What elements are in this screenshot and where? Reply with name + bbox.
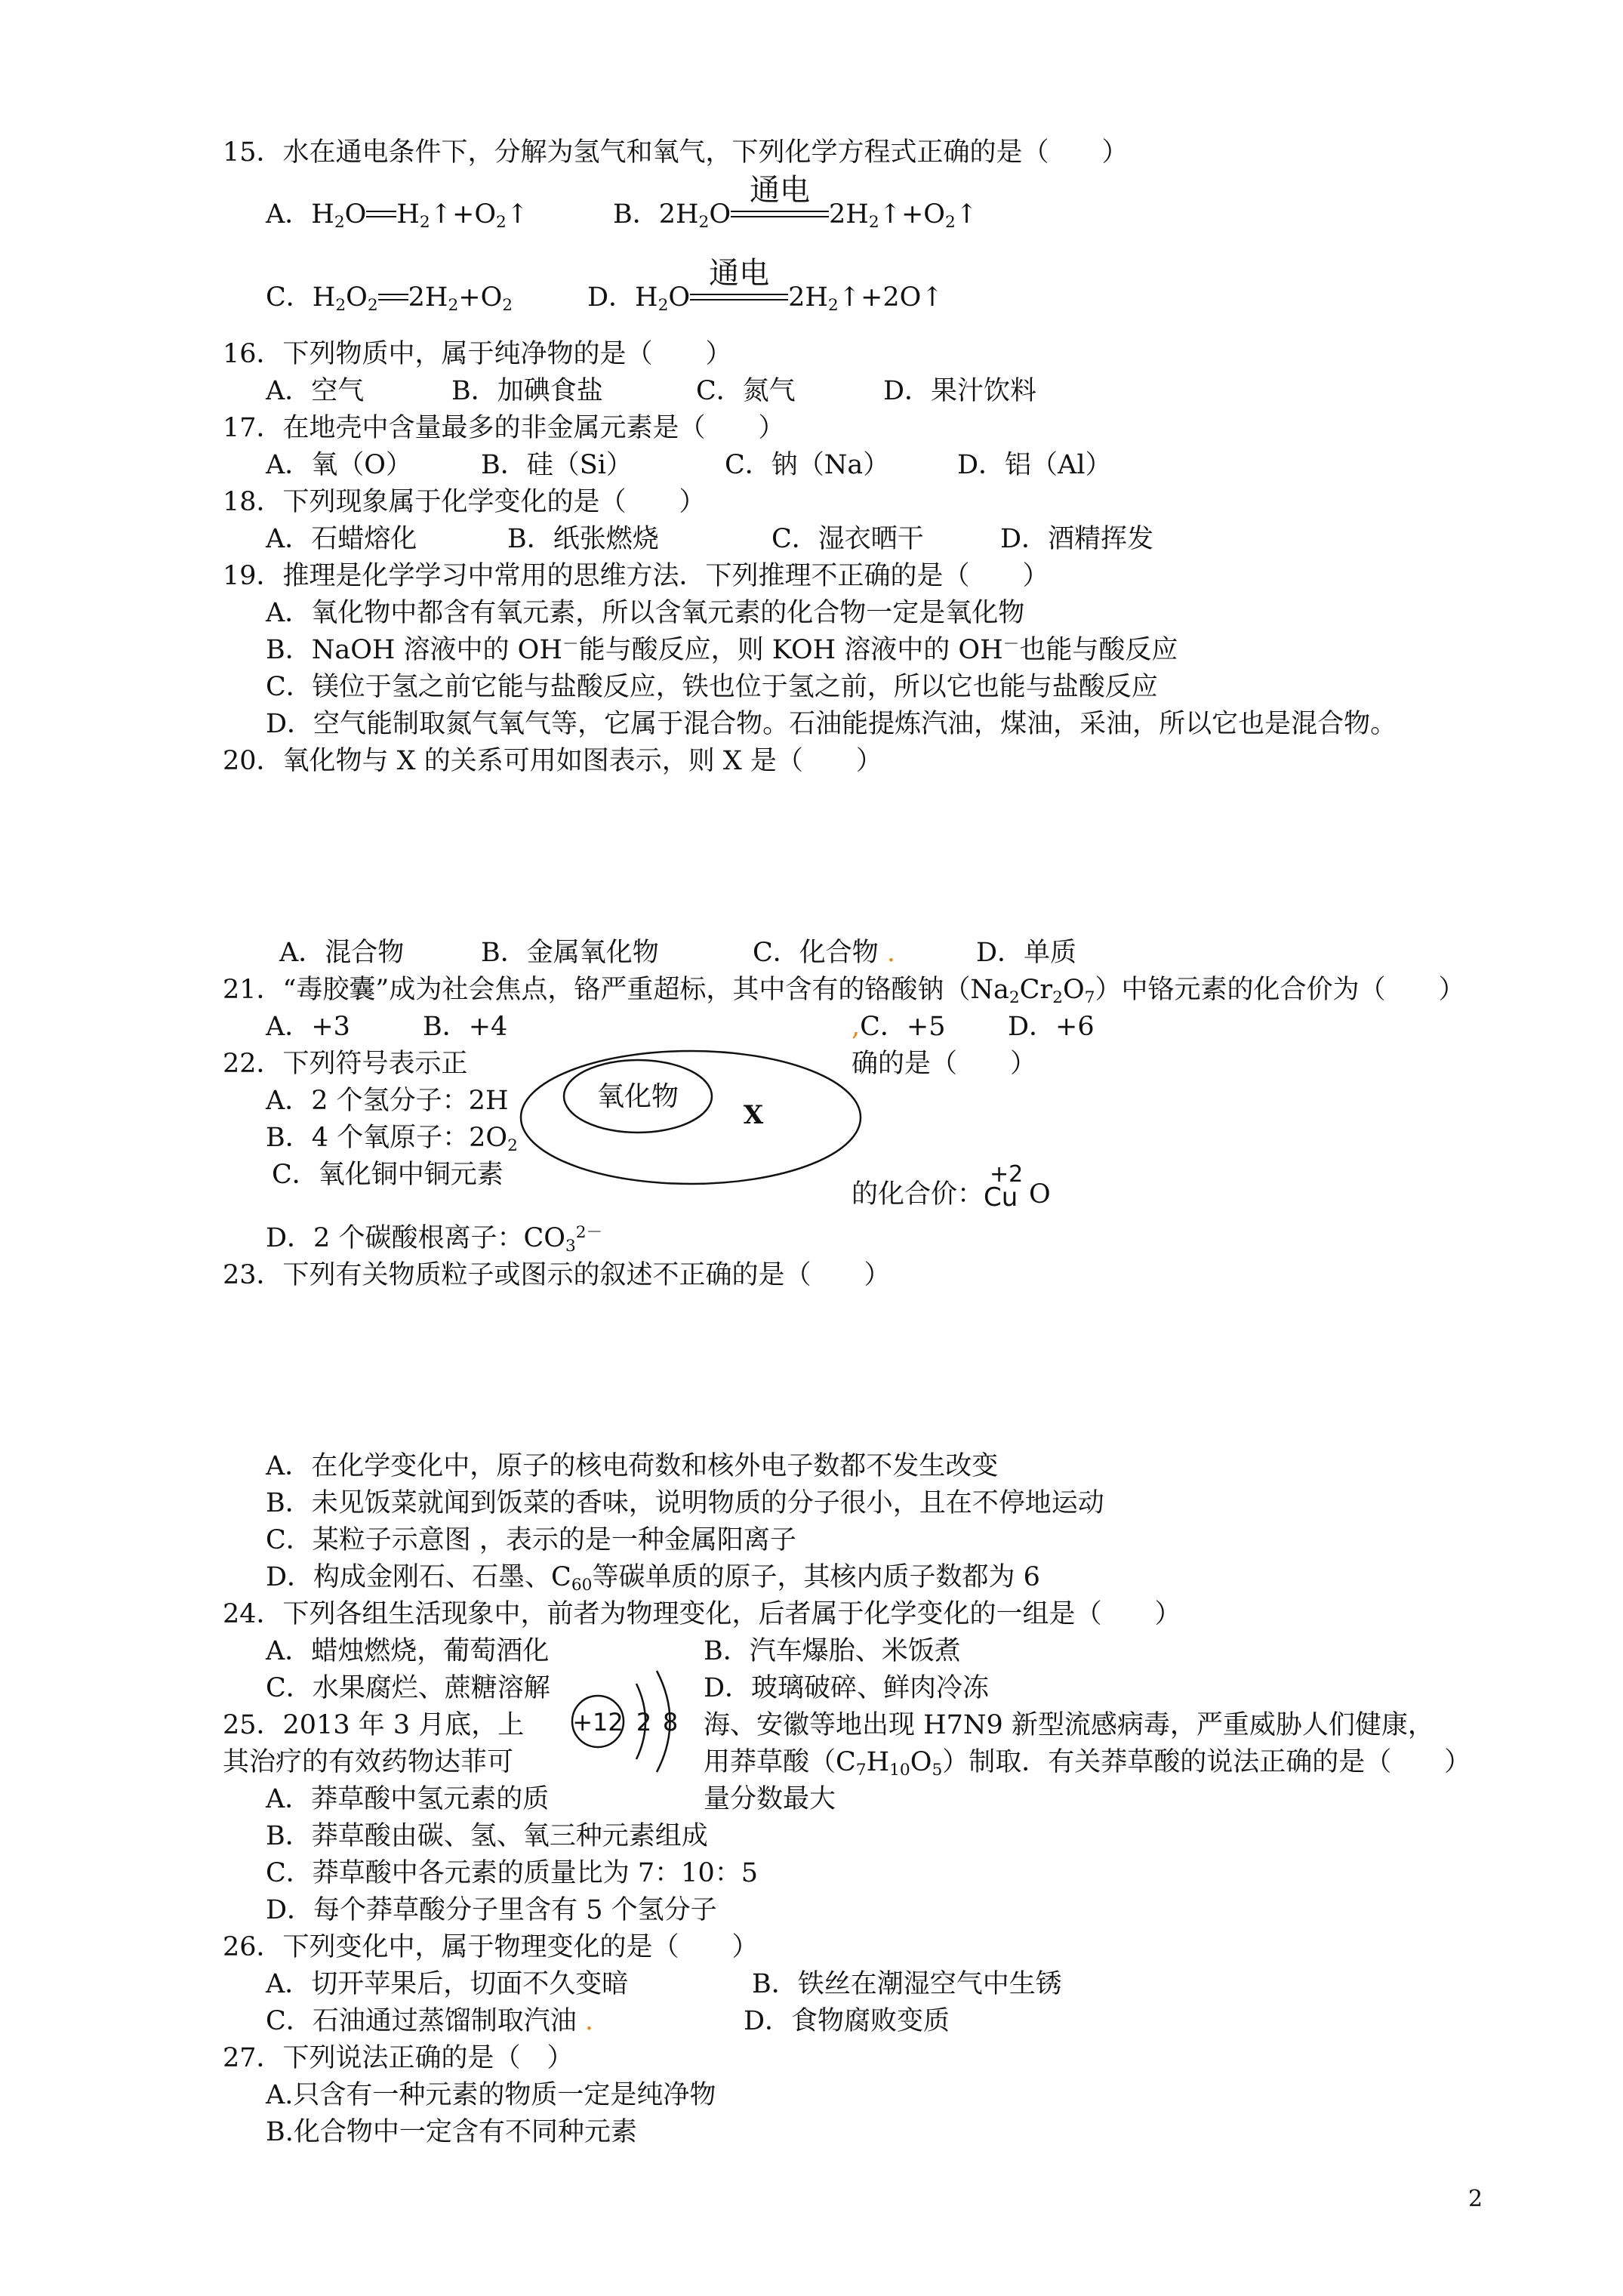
q25-line2-right: 用莽草酸$(C_7H_{10}O_5)$制取．有关莽草酸的说法正确的是（ ） xyxy=(704,1747,1471,1780)
q24-stem: 24．下列各组生活现象中，前者为物理变化，后者属于化学变化的一组是（ ） xyxy=(223,1599,1181,1629)
q25-line1-right: 海、安徽等地出现 H7N9 新型流感病毒，严重威胁人们健康， xyxy=(704,1710,1434,1740)
valence-notation: +2 Cu xyxy=(984,1161,1024,1213)
shell-1-electrons: 2 xyxy=(636,1708,652,1737)
equals-sign-icon xyxy=(378,281,408,314)
q26-stem: 26．下列变化中，属于物理变化的是（ ） xyxy=(223,1932,759,1962)
q25-option-b[interactable]: B．莽草酸由碳、氢、氧三种元素组成 xyxy=(266,1821,708,1851)
q25-option-a-right[interactable]: 量分数最大 xyxy=(704,1784,836,1814)
q22-option-a[interactable]: A．2 个氢分子：2H xyxy=(266,1086,509,1116)
q24-option-c[interactable]: C．水果腐烂、蔗糖溶解 xyxy=(266,1673,550,1703)
q20-option-a[interactable]: A．混合物 xyxy=(279,938,405,968)
q19-stem: 19．推理是化学学习中常用的思维方法．下列推理不正确的是（ ） xyxy=(223,561,1049,591)
q16-option-b[interactable]: B．加碘食盐 xyxy=(451,376,603,406)
q23-option-c[interactable]: C．某粒子示意图 ，表示的是一种金属阳离子 xyxy=(266,1525,796,1555)
q17-option-a[interactable]: A．氧（O） xyxy=(266,450,412,480)
diagram-inner-label: 氧化物 xyxy=(596,1081,679,1112)
q19-option-d[interactable]: D．空气能制取氮气氧气等，它属于混合物。石油能提炼汽油，煤油，采油，所以它也是混合物。 xyxy=(266,709,1397,739)
q20-option-c[interactable]: C．化合物 . xyxy=(753,938,896,968)
oxide-x-venn-diagram xyxy=(513,1042,868,1193)
q15-option-b[interactable]: B．$2H_2O$ 通电 $2H_2↑+O_2↑$ xyxy=(613,173,978,233)
q24-option-a[interactable]: A．蜡烛燃烧，葡萄酒化 xyxy=(266,1636,550,1666)
equals-sign-icon xyxy=(366,198,396,231)
q23-stem: 23．下列有关物质粒子或图示的叙述不正确的是（ ） xyxy=(223,1260,891,1290)
q17-option-d[interactable]: D．铝（Al） xyxy=(957,450,1112,480)
q20-stem: 20．氧化物与 X 的关系可用如图表示，则 X 是（ ） xyxy=(223,746,882,776)
q25-option-d[interactable]: D．每个莽草酸分子里含有 5 个氢分子 xyxy=(266,1895,717,1925)
q22-option-c-right[interactable]: 的化合价： +2 Cu O xyxy=(852,1161,1051,1213)
q25-line1-left: 25．2013 年 3 月底，上 xyxy=(223,1710,525,1740)
q18-option-b[interactable]: B．纸张燃烧 xyxy=(507,524,659,554)
q21-option-a[interactable]: A．+3 xyxy=(266,1012,350,1042)
atom-structure-diagram xyxy=(562,1657,702,1786)
q18-option-c[interactable]: C．湿衣晒干 xyxy=(771,524,924,554)
q22-option-d[interactable]: D．2 个碳酸根离子：$CO_3^{2-}$ xyxy=(266,1223,603,1256)
q21-stem: 21．“毒胶囊”成为社会焦点，铬严重超标，其中含有的铬酸钠$(Na_2Cr_2O_7)$中铬元素的化合价为（ ） xyxy=(223,975,1465,1008)
q15-option-a[interactable]: A．$H_2O$ $H_2↑+O_2↑$ xyxy=(266,199,529,233)
q26-option-b[interactable]: B．铁丝在潮湿空气中生锈 xyxy=(752,1969,1062,1999)
q17-option-b[interactable]: B．硅（Si） xyxy=(481,450,633,480)
q27-stem: 27．下列说法正确的是（ ） xyxy=(223,2043,574,2073)
q16-stem: 16．下列物质中，属于纯净物的是（ ） xyxy=(223,339,732,369)
q26-option-d[interactable]: D．食物腐败变质 xyxy=(744,2006,950,2036)
q22-stem-right: 确的是（ ） xyxy=(852,1049,1037,1079)
q20-option-d[interactable]: D．单质 xyxy=(976,938,1077,968)
q18-option-d[interactable]: D．酒精挥发 xyxy=(1000,524,1154,554)
q22-option-c[interactable]: C．氧化铜中铜元素 xyxy=(272,1160,504,1190)
q17-stem: 17．在地壳中含量最多的非金属元素是（ ） xyxy=(223,413,785,443)
q24-option-b[interactable]: B．汽车爆胎、米饭煮 xyxy=(704,1636,961,1666)
q22-option-b[interactable]: B．4 个氧原子：$2O_2$ xyxy=(266,1123,518,1156)
electrolysis-equals-icon: 通电 xyxy=(731,198,829,231)
q18-option-a[interactable]: A．石蜡熔化 xyxy=(266,524,417,554)
page-number: 2 xyxy=(1468,2186,1483,2212)
q19-option-a[interactable]: A．氧化物中都含有氧元素，所以含氧元素的化合物一定是氧化物 xyxy=(266,598,1025,628)
diagram-outer-label: X xyxy=(743,1100,764,1130)
electrolysis-equals-icon: 通电 xyxy=(690,281,788,314)
q21-option-b[interactable]: B．+4 xyxy=(423,1012,508,1042)
q23-option-d[interactable]: D．构成金刚石、石墨、$C_{60}$等碳单质的原子，其核内质子数都为 6 xyxy=(266,1562,1040,1595)
q26-option-a[interactable]: A．切开苹果后，切面不久变暗 xyxy=(266,1969,629,1999)
nucleus-charge: +12 xyxy=(572,1708,624,1737)
q25-line2-left: 其治疗的有效药物达菲可 xyxy=(223,1747,514,1777)
q15-stem: 15．水在通电条件下，分解为氢气和氧气，下列化学方程式正确的是（ ） xyxy=(223,137,1129,168)
q16-option-d[interactable]: D．果汁饮料 xyxy=(883,376,1037,406)
q25-option-a[interactable]: A．莽草酸中氢元素的质 xyxy=(266,1784,550,1814)
q21-option-c[interactable]: ,C．+5 xyxy=(852,1012,946,1042)
q16-option-a[interactable]: A．空气 xyxy=(266,376,365,406)
q27-option-a[interactable]: A.只含有一种元素的物质一定是纯净物 xyxy=(266,2080,716,2110)
q27-option-b[interactable]: B.化合物中一定含有不同种元素 xyxy=(266,2117,637,2147)
q20-option-b[interactable]: B．金属氧化物 xyxy=(481,938,659,968)
q26-option-c[interactable]: C．石油通过蒸馏制取汽油 . xyxy=(266,2006,594,2036)
q21-option-d[interactable]: D．+6 xyxy=(1008,1012,1095,1042)
q16-option-c[interactable]: C．氮气 xyxy=(696,376,796,406)
q23-option-a[interactable]: A．在化学变化中，原子的核电荷数和核外电子数都不发生改变 xyxy=(266,1451,999,1481)
q22-stem-left: 22．下列符号表示正 xyxy=(223,1049,468,1079)
q23-option-b[interactable]: B．未见饭菜就闻到饭菜的香味，说明物质的分子很小，且在不停地运动 xyxy=(266,1488,1104,1518)
q19-option-c[interactable]: C．镁位于氢之前它能与盐酸反应，铁也位于氢之前，所以它也能与盐酸反应 xyxy=(266,672,1158,702)
shell-2-electrons: 8 xyxy=(662,1708,679,1737)
q15-option-d[interactable]: D．$H_2O$ 通电 $2H_2↑+2O↑$ xyxy=(587,256,944,316)
q15-option-c[interactable]: C．$H_2O_2$ $2H_2+O_2$ xyxy=(266,282,513,316)
q24-option-d[interactable]: D．玻璃破碎、鲜肉冷冻 xyxy=(704,1673,990,1703)
q17-option-c[interactable]: C．钠（Na） xyxy=(725,450,890,480)
q19-option-b[interactable]: B．NaOH 溶液中的 OH－能与酸反应，则 KOH 溶液中的 OH－也能与酸反应 xyxy=(266,635,1178,665)
q18-stem: 18．下列现象属于化学变化的是（ ） xyxy=(223,487,706,517)
q25-option-c[interactable]: C．莽草酸中各元素的质量比为 7：10：5 xyxy=(266,1858,758,1888)
